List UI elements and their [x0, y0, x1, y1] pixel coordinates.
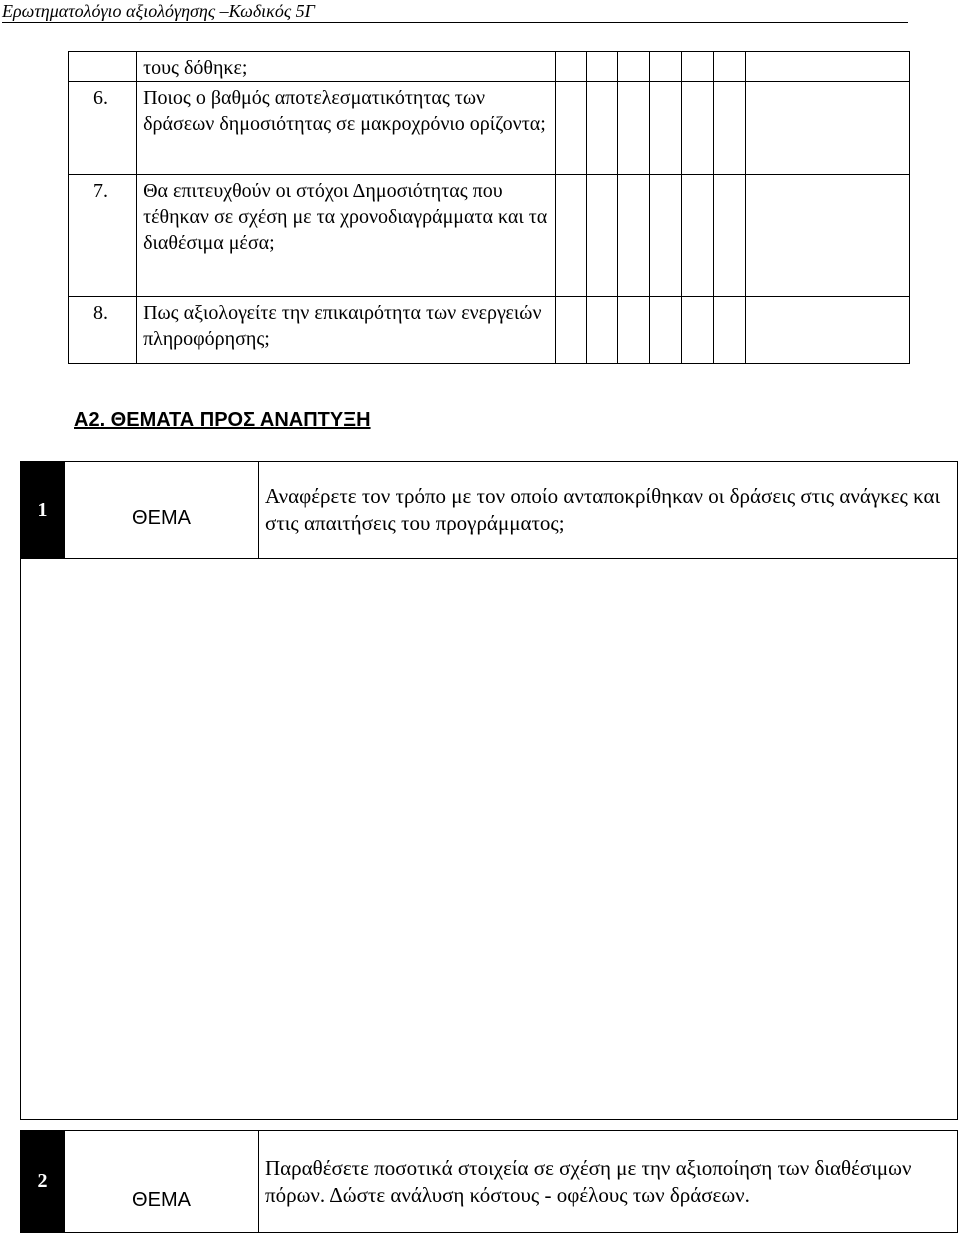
rating-cell[interactable]	[713, 52, 745, 82]
comment-cell[interactable]	[745, 297, 909, 364]
topic-header-row	[21, 1131, 958, 1233]
topic-number: 1	[21, 462, 65, 559]
rating-cell[interactable]	[555, 82, 586, 175]
rating-cell[interactable]	[681, 82, 713, 175]
answer-area[interactable]	[21, 559, 958, 1120]
question-number: 7.	[69, 175, 137, 297]
topic-question: Αναφέρετε τον τρόπο με τον οποίο ανταποκρίθηκαν οι δράσεις στις ανάγκες και στις απαιτήσεις του προγράμματος;	[259, 462, 958, 559]
rating-cell[interactable]	[713, 175, 745, 297]
topic-block	[20, 461, 958, 1120]
question-text: Πως αξιολογείτε την επικαιρότητα των ενεργειών πληροφόρησης;	[137, 297, 555, 364]
rating-cell[interactable]	[617, 297, 649, 364]
rating-cell[interactable]	[649, 52, 681, 82]
rating-cell[interactable]	[586, 175, 617, 297]
question-text: Ποιος ο βαθμός αποτελεσματικότητας των δράσεων δημοσιότητας σε μακροχρόνιο ορίζοντα;	[137, 82, 555, 175]
question-number: 8.	[69, 297, 137, 364]
rating-cell[interactable]	[713, 82, 745, 175]
running-header	[2, 0, 908, 23]
topic-block	[20, 1130, 958, 1233]
rating-cell[interactable]	[555, 297, 586, 364]
questionnaire-rating-table	[68, 51, 910, 364]
question-text: Θα επιτευχθούν οι στόχοι Δημοσιότητας που τέθηκαν σε σχέση με τα χρονοδιαγράμματα και τα διαθέσιμα μέσα;	[137, 175, 555, 297]
rating-cell[interactable]	[555, 175, 586, 297]
question-row	[69, 175, 910, 297]
rating-cell[interactable]	[681, 175, 713, 297]
rating-cell[interactable]	[586, 82, 617, 175]
rating-cell[interactable]	[617, 82, 649, 175]
rating-cell[interactable]	[649, 297, 681, 364]
topic-label: ΘΕΜΑ	[65, 1131, 259, 1233]
topic-number: 2	[21, 1131, 65, 1233]
topic-label: ΘΕΜΑ	[65, 462, 259, 559]
comment-cell[interactable]	[745, 52, 909, 82]
rating-cell[interactable]	[713, 297, 745, 364]
question-number	[69, 52, 137, 82]
rating-cell[interactable]	[649, 175, 681, 297]
question-text: τους δόθηκε;	[137, 52, 555, 82]
rating-cell[interactable]	[586, 297, 617, 364]
rating-cell[interactable]	[555, 52, 586, 82]
section-heading: Α2. ΘΕΜΑΤΑ ΠΡΟΣ ΑΝΑΠΤΥΞΗ	[74, 409, 371, 431]
question-row	[69, 82, 910, 175]
comment-cell[interactable]	[745, 175, 909, 297]
rating-cell[interactable]	[681, 297, 713, 364]
comment-cell[interactable]	[745, 82, 909, 175]
topic-question: Παραθέσετε ποσοτικά στοιχεία σε σχέση με την αξιοποίηση των διαθέσιμων πόρων. Δώστε ανάλυση κόστους - οφέλους των δράσεων.	[259, 1131, 958, 1233]
topic-header-row	[21, 462, 958, 559]
rating-cell[interactable]	[681, 52, 713, 82]
document-title: Ερωτηματολόγιο αξιολόγησης –Κωδικός 5Γ	[2, 1, 315, 21]
rating-cell[interactable]	[617, 52, 649, 82]
question-row	[69, 52, 910, 82]
rating-cell[interactable]	[586, 52, 617, 82]
question-number: 6.	[69, 82, 137, 175]
question-row	[69, 297, 910, 364]
answer-row	[21, 559, 958, 1120]
rating-cell[interactable]	[617, 175, 649, 297]
rating-cell[interactable]	[649, 82, 681, 175]
